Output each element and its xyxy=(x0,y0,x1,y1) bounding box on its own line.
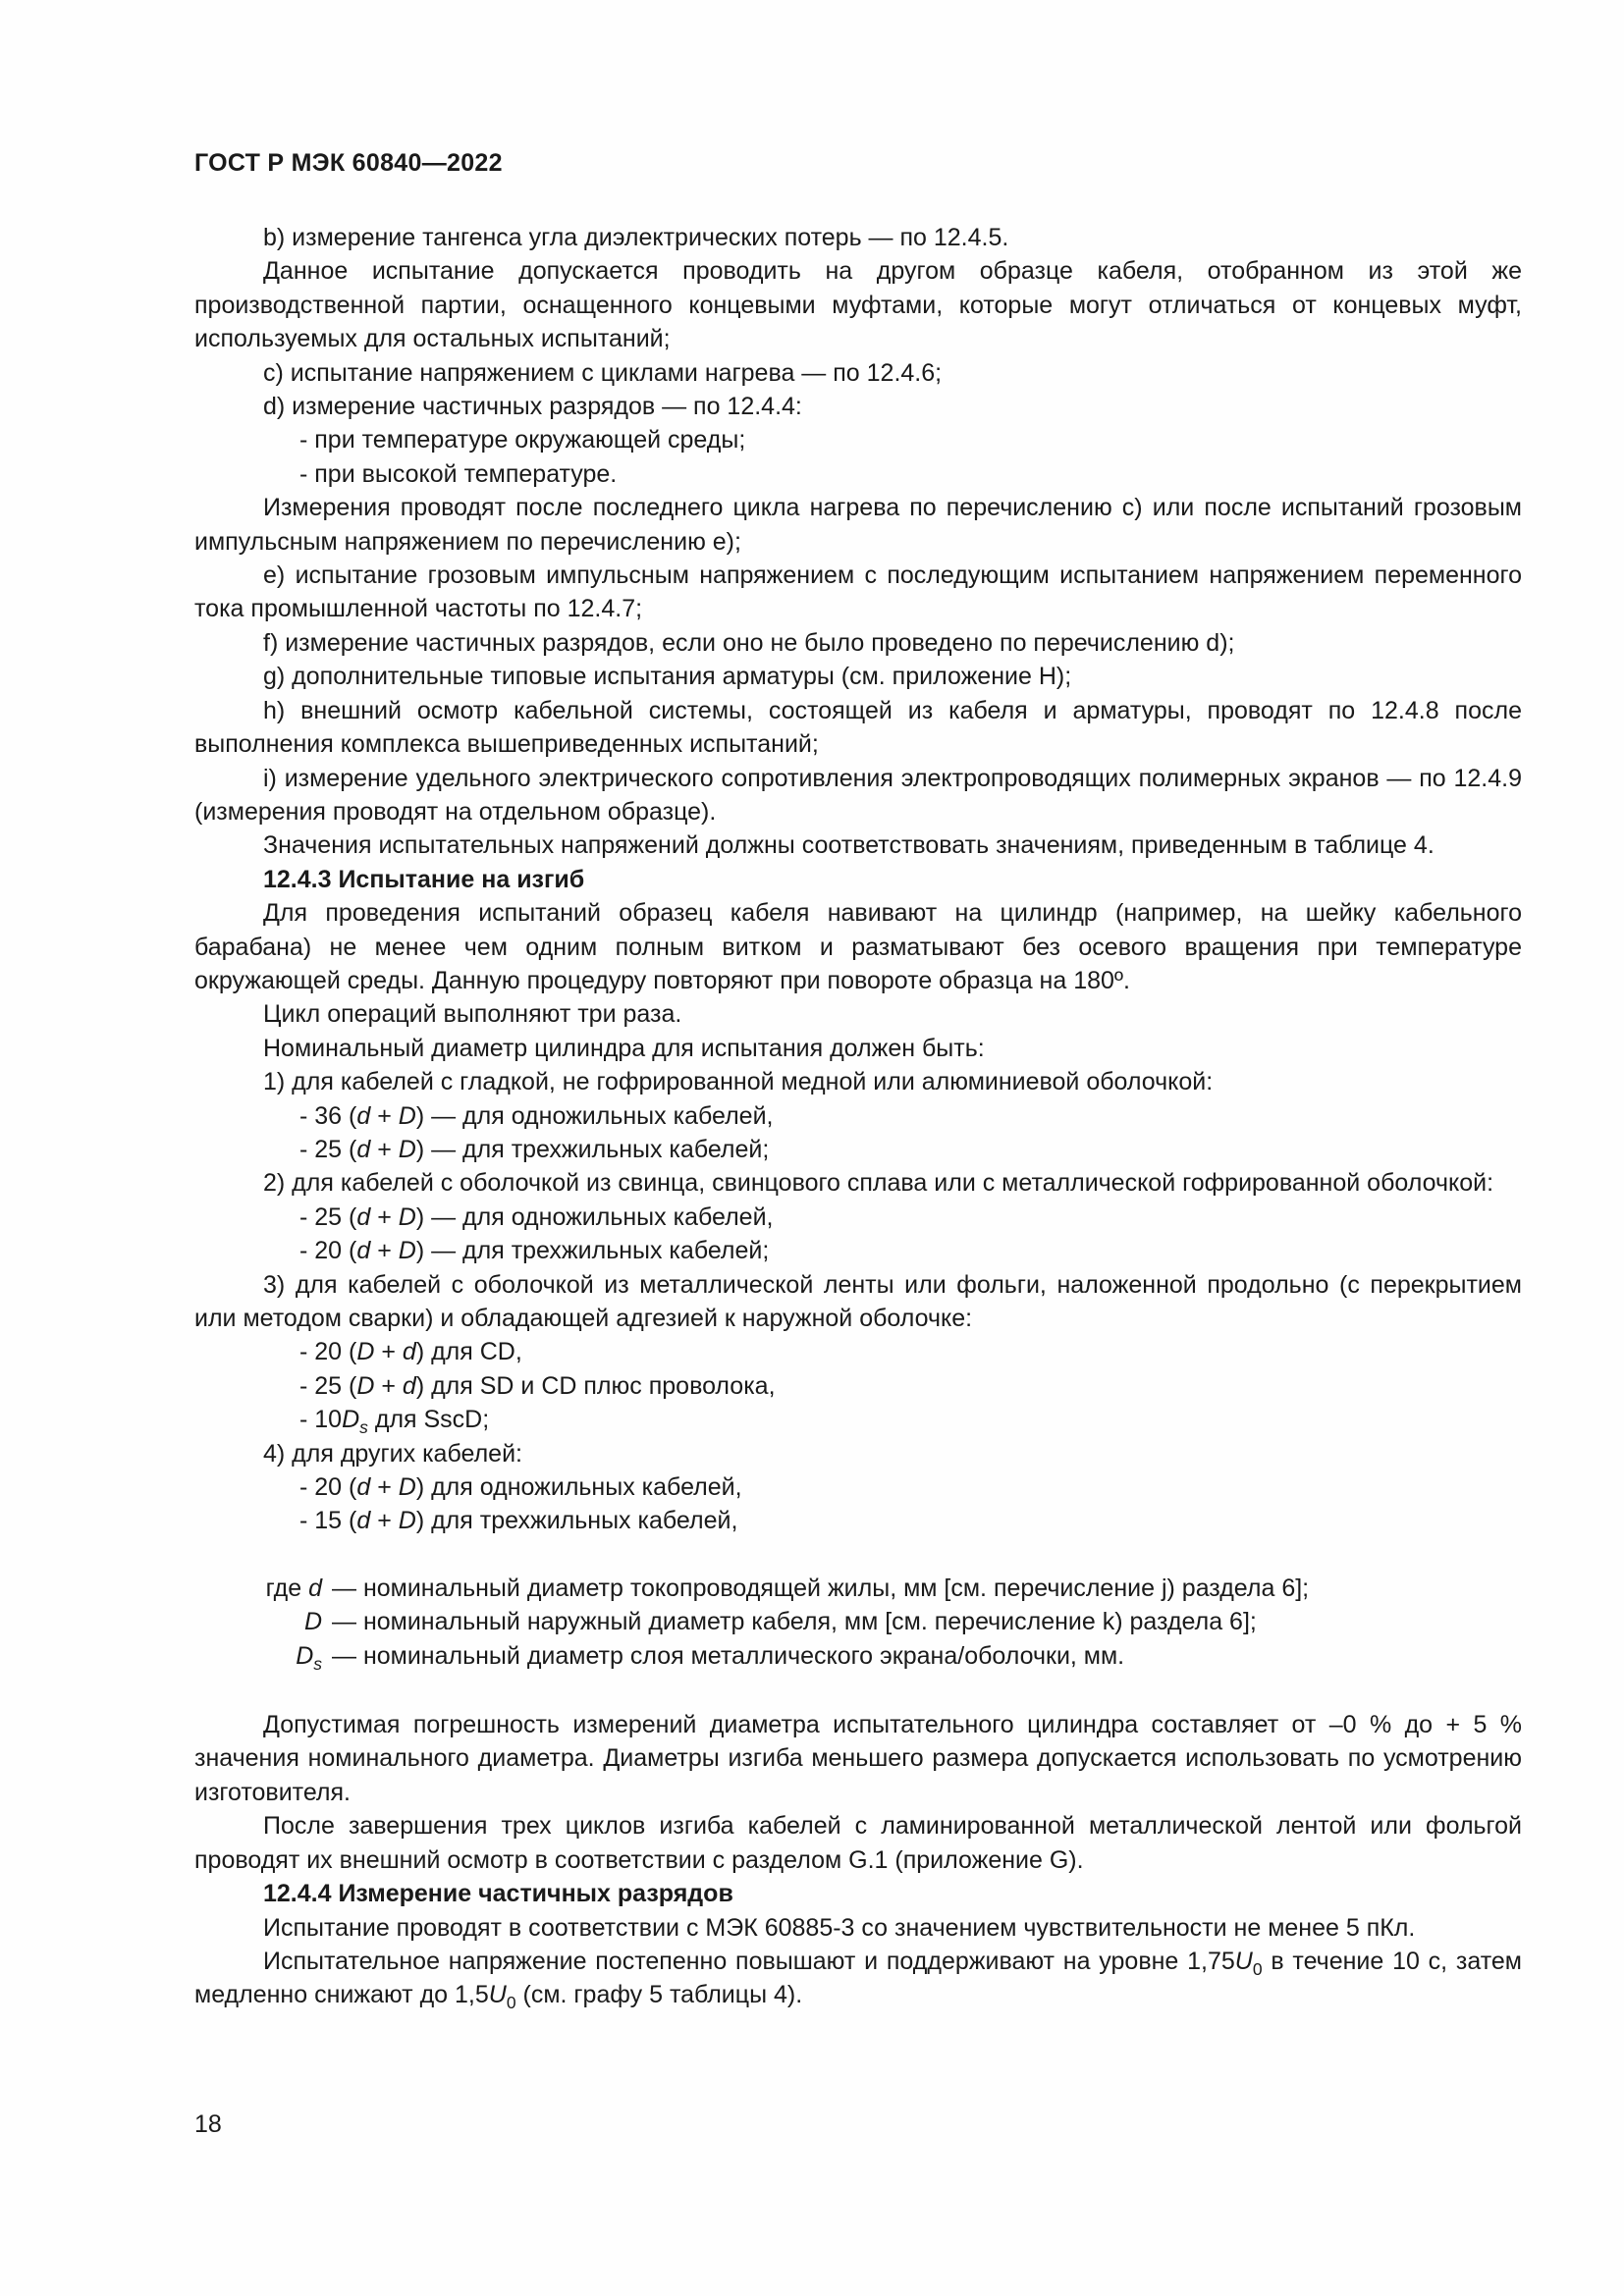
list-item: - 20 (d + D) для одножильных кабелей, xyxy=(299,1473,742,1502)
list-item: - при температуре окружающей среды; xyxy=(299,426,746,454)
list-item: - 20 (d + D) — для трехжильных кабелей; xyxy=(299,1237,770,1265)
page-body xyxy=(194,221,1522,2012)
item-f: f) измерение частичных разрядов, если оно не было проведено по перечислению d); xyxy=(263,628,1235,657)
paragraph: Допустимая погрешность измерений диаметра испытательного цилиндра составляет от –0 % до + 5 % значения номинального диаметра. Диаметры изгиба меньшего размера допускается использовать по усмотрению изготовителя. xyxy=(194,1711,1522,1806)
list-2-title: 2) для кабелей с оболочкой из свинца, свинцового сплава или с металлической гофрированной оболочкой: xyxy=(263,1169,1494,1198)
paragraph: Номинальный диаметр цилиндра для испытания должен быть: xyxy=(263,1034,985,1062)
paragraph: Испытание проводят в соответствии с МЭК 60885-3 со значением чувствительности не менее 5 пКл. xyxy=(263,1913,1416,1942)
list-item: - 15 (d + D) для трехжильных кабелей, xyxy=(299,1507,738,1535)
standard-header: ГОСТ Р МЭК 60840—2022 xyxy=(194,149,503,177)
list-item: - 20 (D + d) для CD, xyxy=(299,1338,522,1366)
list-item: - 25 (D + d) для SD и CD плюс проволока, xyxy=(299,1371,776,1400)
list-4-title: 4) для других кабелей: xyxy=(263,1439,522,1468)
item-e: e) испытание грозовым импульсным напряжением с последующим испытанием напряжением переменного тока промышленной частоты по 12.4.7; xyxy=(194,561,1522,623)
item-g: g) дополнительные типовые испытания арматуры (см. приложение H); xyxy=(263,663,1072,691)
definition-d: где d — номинальный диаметр токопроводящей жилы, мм [см. перечисление j) раздела 6]; xyxy=(265,1574,1310,1602)
list-1-title: 1) для кабелей с гладкой, не гофрированной медной или алюминиевой оболочкой: xyxy=(263,1068,1214,1096)
list-item: - 25 (d + D) — для одножильных кабелей, xyxy=(299,1202,774,1231)
paragraph: Цикл операций выполняют три раза. xyxy=(263,1000,682,1029)
section-heading-12-4-3: 12.4.3 Испытание на изгиб xyxy=(263,865,585,893)
section-heading-12-4-4: 12.4.4 Измерение частичных разрядов xyxy=(263,1880,733,1908)
item-h: h) внешний осмотр кабельной системы, состоящей из кабеля и арматуры, проводят по 12.4.8 после выполнения комплекса вышеприведенных испытаний; xyxy=(194,696,1522,759)
paragraph: После завершения трех циклов изгиба кабелей с ламинированной металлической лентой или фольгой проводят их внешний осмотр в соответствии с разделом G.1 (приложение G). xyxy=(194,1812,1522,1874)
list-item: - $10D_s$ для SscD; xyxy=(299,1406,490,1438)
list-item: - 36 (d + D) — для одножильных кабелей, xyxy=(299,1101,774,1130)
paragraph: Данное испытание допускается проводить на другом образце кабеля, отобранном из этой же производственной партии, оснащенного концевыми муфтами, которые могут отличаться от концевых муфт, используемых для остальных испытаний; xyxy=(194,257,1522,353)
paragraph: Испытательное напряжение постепенно повышают и поддерживают на уровне $1,75U_0$ в течение 10 с, затем медленно снижают до $1,5U_0$ (см. графу 5 таблицы 4). xyxy=(194,1947,1522,2013)
list-3-title: 3) для кабелей с оболочкой из металлической ленты или фольги, наложенной продольно (с перекрытием или методом сварки) и обладающей адгезией к наружной оболочке: xyxy=(194,1270,1522,1332)
item-c: c) испытание напряжением с циклами нагрева — по 12.4.6; xyxy=(263,358,943,387)
item-d: d) измерение частичных разрядов — по 12.4.4: xyxy=(263,393,802,421)
list-item: - 25 (d + D) — для трехжильных кабелей; xyxy=(299,1135,770,1163)
item-i: i) измерение удельного электрического сопротивления электропроводящих полимерных экранов — по 12.4.9 (измерения проводят на отдельном образце). xyxy=(194,764,1522,826)
list-item: - при высокой температуре. xyxy=(299,459,618,488)
symbol-definitions xyxy=(194,1572,1522,1673)
paragraph: Измерения проводят после последнего цикла нагрева по перечислению c) или после испытаний грозовым импульсным напряжением по перечислению e); xyxy=(194,494,1522,556)
item-b: b) измерение тангенса угла диэлектрических потерь — по 12.4.5. xyxy=(263,224,1009,251)
paragraph: Значения испытательных напряжений должны соответствовать значениям, приведенным в таблице 4. xyxy=(263,831,1435,860)
page-number: 18 xyxy=(194,2110,222,2138)
definition-Ds: $D_s$ — номинальный диаметр слоя металлического экрана/оболочки, мм. xyxy=(296,1641,1125,1674)
paragraph: Для проведения испытаний образец кабеля навивают на цилиндр (например, на шейку кабельного барабана) не менее чем одним полным витком и разматывают без осевого вращения при температуре окружающей среды. Данную процедуру повторяют при повороте образца на 180º. xyxy=(194,899,1522,994)
definition-D: D — номинальный наружный диаметр кабеля, мм [см. перечисление k) раздела 6]; xyxy=(303,1608,1257,1636)
